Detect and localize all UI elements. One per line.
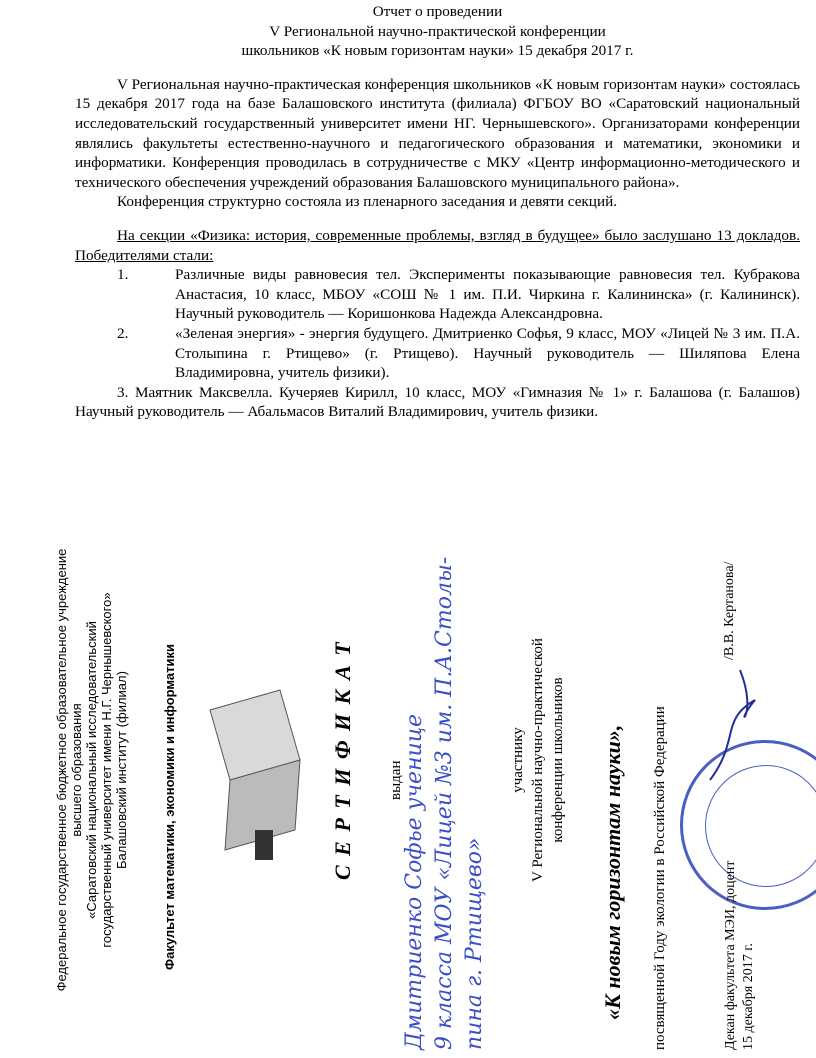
cert-participant-line: конференции школьников bbox=[550, 677, 566, 843]
cert-issued: выдан bbox=[388, 760, 404, 800]
cert-organization bbox=[54, 510, 129, 1030]
handwriting-line: 9 класса МОУ «Лицей №3 им. П.А.Столы- bbox=[432, 556, 457, 1050]
handwriting-line: Дмитриенко Софье ученице bbox=[402, 713, 427, 1050]
winner-item bbox=[75, 265, 800, 324]
cert-dean bbox=[722, 861, 758, 1050]
cert-org-line: государственный университет имени Н.Г. Чернышевского» bbox=[99, 592, 114, 948]
cert-title: С Е Р Т И Ф И К А Т bbox=[330, 640, 355, 880]
handwriting-line: пина г. Ртищево» bbox=[462, 837, 487, 1050]
winner-item bbox=[75, 324, 800, 383]
winner-3: 3. Маятник Максвелла. Кучеряев Кирилл, 10 класс, МОУ «Гимназия № 1» г. Балашова (г. Балашов) Научный руководитель — Абальмасов Виталий Владимирович, учитель физики. bbox=[75, 383, 800, 421]
book-emblem-icon bbox=[200, 680, 310, 870]
cert-dean-line: Декан факультета МЭИ, доцент bbox=[723, 860, 738, 1050]
signature-icon bbox=[700, 660, 770, 790]
intro-paragraph: V Региональная научно-практическая конференция школьников «К новым горизонтам науки» состоялась 15 декабря 2017 года на базе Балашовского института (филиала) ФГБОУ ВО «Саратовский национальный исследовательский государственный университет имени НГ. Чернышевского». Организаторами конференции являлись факультеты естественно-научного и педагогического образования и математики, экономики и информатики. Конференция проводилась в сотрудничестве с МКУ «Центр информационно-методического и технического обеспечения учреждений образования Балашовского муниципального района». bbox=[75, 75, 800, 191]
cert-participant-line: участнику bbox=[510, 727, 526, 793]
cert-signature-name: /В.В. Кертанова/ bbox=[722, 561, 737, 660]
cert-participant-line: V Региональной научно-практической bbox=[530, 638, 546, 882]
winner-text: «Зеленая энергия» - энергия будущего. Дмитриенко Софья, 9 класс, МОУ «Лицей № 3 им. П.А. Столыпина г. Ртищево» (г. Ртищево). Научный руководитель — Шиляпова Елена Владимировна, учитель физики). bbox=[175, 324, 800, 382]
report-title-line-3: школьников «К новым горизонтам науки» 15 декабря 2017 г. bbox=[241, 42, 634, 60]
report-title-line-1: Отчет о проведении bbox=[372, 3, 503, 20]
report-title-line-2: V Региональной научно-практической конференции bbox=[269, 22, 606, 40]
winner-number: 1. bbox=[117, 266, 129, 284]
cert-org-line: Федеральное государственное бюджетное образовательное учреждение bbox=[54, 548, 69, 992]
winner-number: 2. bbox=[117, 324, 129, 342]
cert-participant bbox=[508, 580, 568, 940]
cert-dean-line: 15 декабря 2017 г. bbox=[741, 943, 756, 1050]
cert-conference-name: «К новым горизонтам науки», bbox=[600, 724, 625, 1020]
structure-paragraph: Конференция структурно состояла из пленарного заседания и девяти секций. bbox=[117, 193, 617, 211]
certificate-scan bbox=[0, 500, 816, 1058]
cert-dedicated: посвященной Году экологии в Российской Федерации bbox=[652, 706, 668, 1050]
cert-org-line: «Саратовский национальный исследовательский bbox=[84, 621, 99, 919]
report bbox=[75, 2, 800, 422]
cert-handwritten-name bbox=[400, 557, 490, 1050]
cert-org-line: высшего образования bbox=[69, 703, 84, 837]
cert-faculty: Факультет математики, экономики и информатики bbox=[162, 644, 177, 970]
cert-org-line: Балашовский институт (филиал) bbox=[114, 671, 129, 869]
section-intro: На секции «Физика: история, современные проблемы, взгляд в будущее» было заслушано 13 докладов. Победителями стали: bbox=[75, 226, 800, 264]
winner-text: Различные виды равновесия тел. Эксперименты показывающие равновесия тел. Кубракова Анастасия, 10 класс, МБОУ «СОШ № 1 им. П.И. Чиркина г. Калининска» (г. Калининск). Научный руководитель — Коришонкова Надежда Александровна. bbox=[175, 266, 800, 323]
